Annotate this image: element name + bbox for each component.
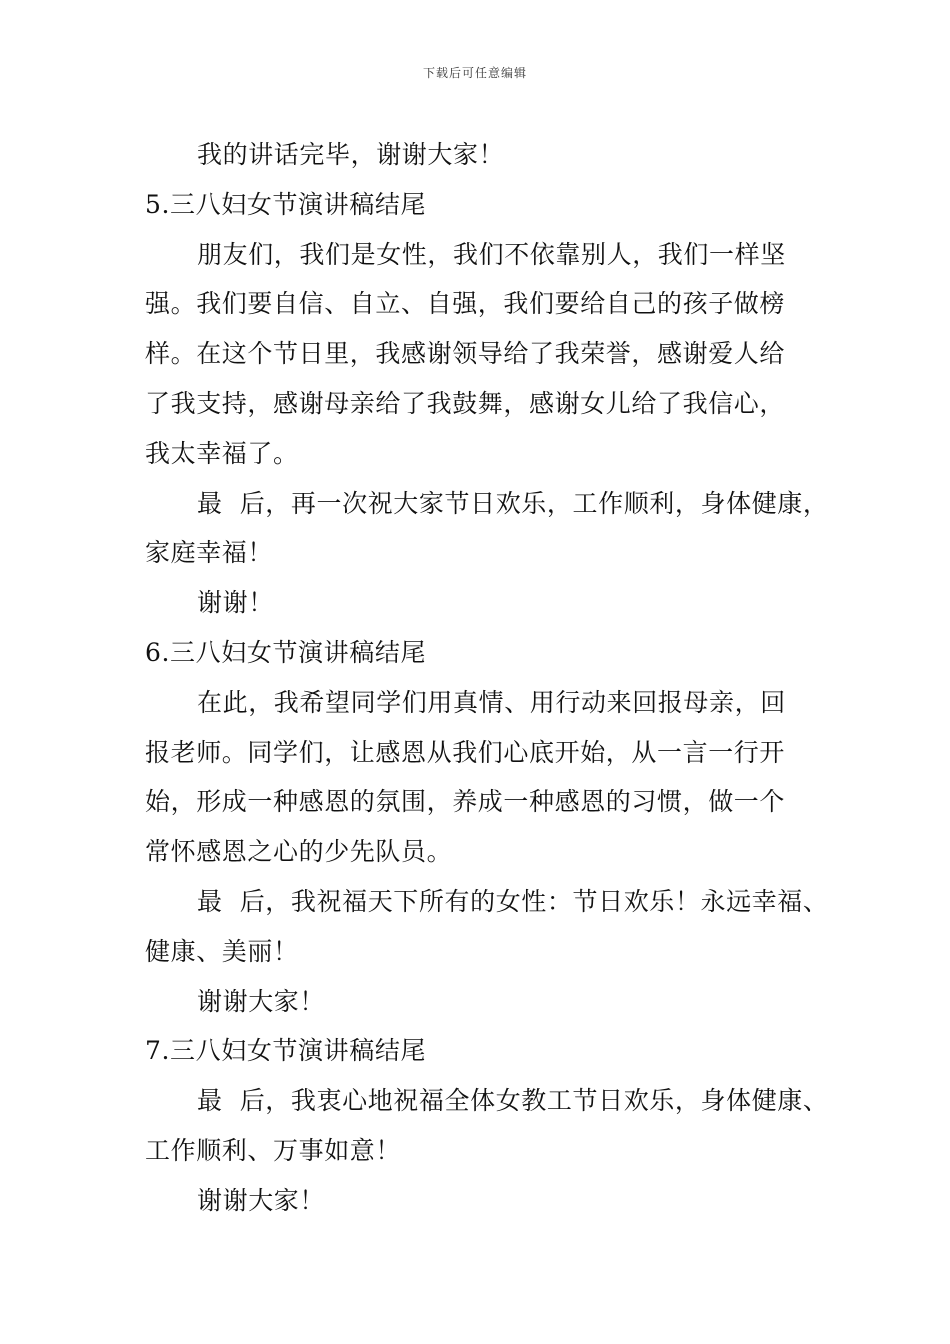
- text-line: 我的讲话完毕，谢谢大家！: [197, 140, 505, 169]
- text-line: 报老师。同学们，让感恩从我们心底开始，从一言一行开: [145, 737, 786, 767]
- text-line: 最 后，再一次祝大家节日欢乐，工作顺利，身体健康，: [197, 488, 829, 518]
- text-line: 了我支持，感谢母亲给了我鼓舞，感谢女儿给了我信心，: [145, 388, 786, 418]
- text-line: 样。在这个节日里，我感谢领导给了我荣誉，感谢爱人给: [145, 339, 786, 369]
- text-line: 最 后，我衷心地祝福全体女教工节日欢乐，身体健康、: [197, 1086, 829, 1116]
- section-heading: 5.三八妇女节演讲稿结尾: [145, 189, 427, 219]
- text-line: 我太幸福了。: [145, 438, 299, 468]
- section-heading: 6.三八妇女节演讲稿结尾: [145, 637, 427, 667]
- text-line: 家庭幸福！: [145, 538, 274, 568]
- text-line: 谢谢大家！: [197, 986, 326, 1016]
- document-body: [145, 130, 835, 1226]
- text-line: 在此，我希望同学们用真情、用行动来回报母亲，回: [197, 687, 786, 717]
- text-line: 始，形成一种感恩的氛围，养成一种感恩的习惯，做一个: [145, 787, 786, 817]
- text-line: 工作顺利、万事如意！: [145, 1135, 402, 1165]
- section-heading: 7.三八妇女节演讲稿结尾: [145, 1036, 427, 1066]
- text-line: 谢谢！: [197, 588, 274, 618]
- text-line: 朋友们，我们是女性，我们不依靠别人，我们一样坚: [197, 239, 786, 269]
- page-header: 下载后可任意编辑: [422, 66, 527, 80]
- text-line: 常怀感恩之心的少先队员。: [145, 837, 453, 867]
- text-line: 谢谢大家！: [197, 1185, 326, 1215]
- text-line: 最 后，我祝福天下所有的女性：节日欢乐！永远幸福、: [197, 886, 829, 916]
- text-line: 健康、美丽！: [145, 936, 299, 966]
- text-line: 强。我们要自信、自立、自强，我们要给自己的孩子做榜: [145, 289, 786, 319]
